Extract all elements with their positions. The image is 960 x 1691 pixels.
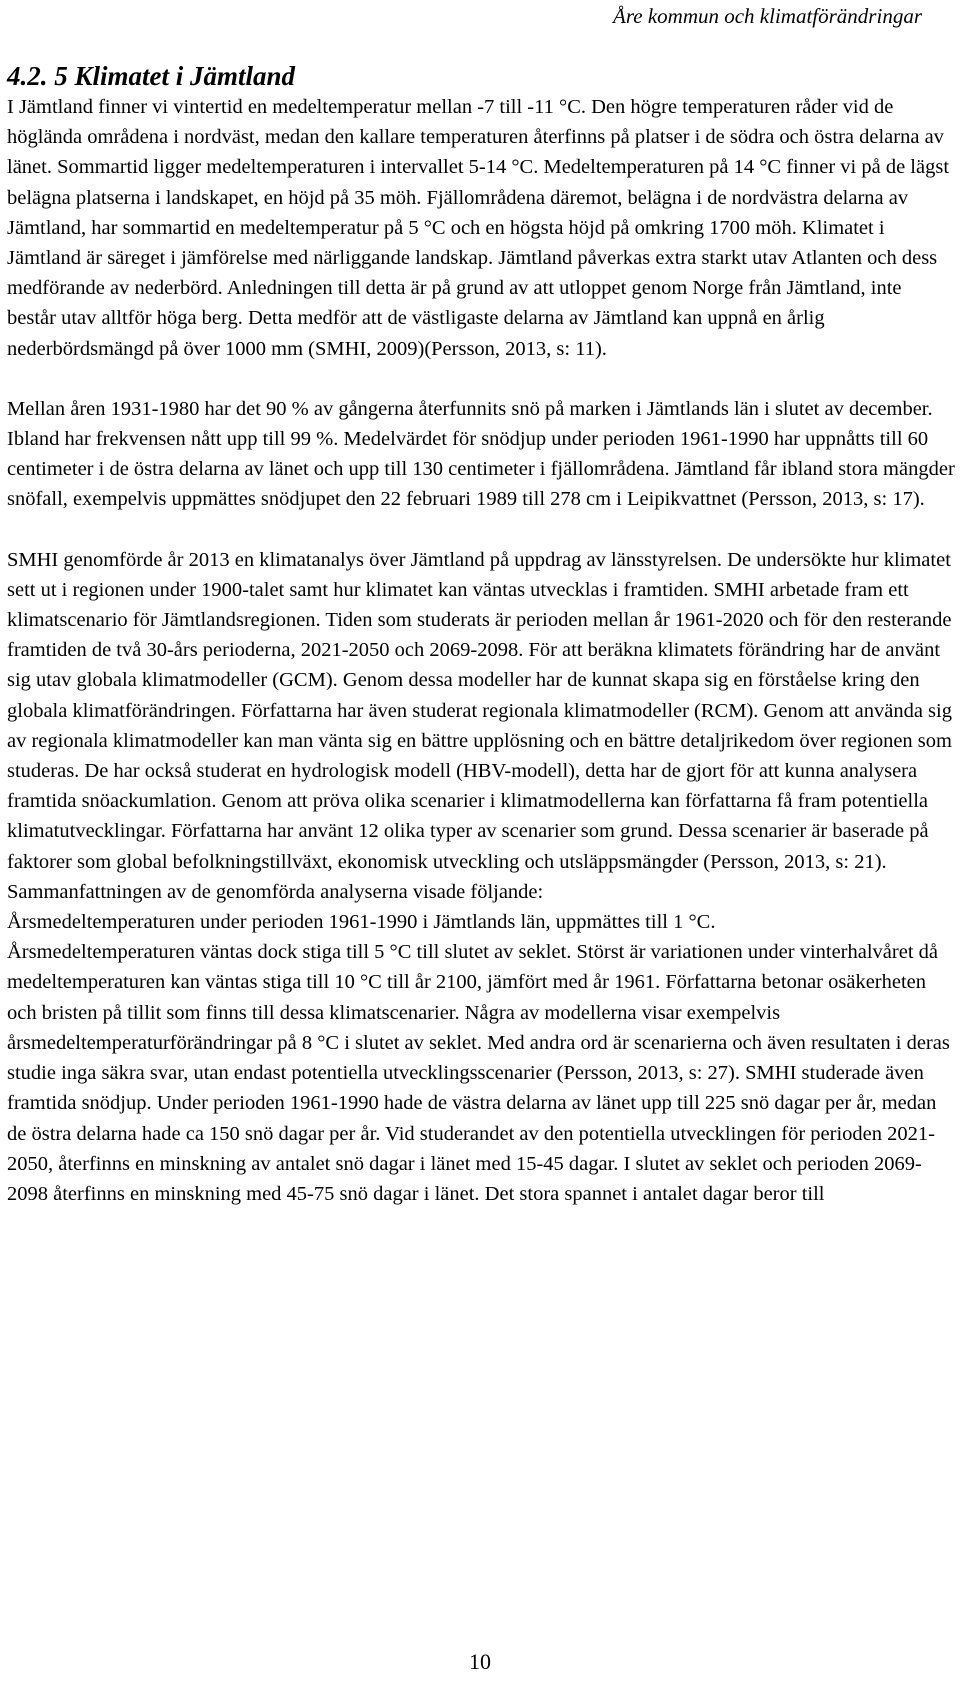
- running-header: Åre kommun och klimatförändringar: [613, 4, 922, 28]
- paragraph-summary-intro: Sammanfattningen av de genomförda analyserna visade följande:: [7, 880, 544, 903]
- paragraph-smhi-analysis: SMHI genomförde år 2013 en klimatanalys över Jämtland på uppdrag av länsstyrelsen. De undersökte hur klimatet sett ut i regionen under 1900-talet samt hur klimatet kan väntas utvecklas i framtiden. SMHI arbetade fram ett klimatscenario för Jämtlandsregionen. Tiden som studerats är perioden mellan år 1961-2020 och för den resterande framtiden de två 30-års perioderna, 2021-2050 och 2069-2098. För att beräkna klimatets förändring har de använt sig utav globala klimatmodeller (GCM). Genom dessa modeller har de kunnat skapa sig en förståelse kring den globala klimatförändringen. Författarna har även studerat regionala klimatmodeller (RCM). Genom att använda sig av regionala klimatmodeller kan man vänta sig en bättre upplösning och en bättre detaljrikedom över regionen som studeras. De har också studerat en hydrologisk modell (HBV-modell), detta har de gjort för att kunna analysera framtida snöackumlation. Genom att pröva olika scenarier i klimatmodellerna kan författarna få fram potentiella klimatutvecklingar. Författarna har använt 12 olika typer av scenarier som grund. Dessa scenarier är baserade på faktorer som global befolkningstillväxt, ekonomisk utveckling och utsläppsmängder (Persson, 2013, s: 21).: [7, 548, 952, 873]
- paragraph-future-projection: Årsmedeltemperaturen väntas dock stiga till 5 °C till slutet av seklet. Störst är variationen under vinterhalvåret då medeltemperaturen kan väntas stiga till 10 °C till år 2100, jämfört med år 1961. Författarna betonar osäkerheten och bristen på tillit som finns till dessa klimatscenarier. Några av modellerna visar exempelvis årsmedeltemperaturförändringar på 8 °C i slutet av seklet. Med andra ord är scenarierna och även resultaten i deras studie inga säkra svar, utan endast potentiella utvecklingsscenarier (Persson, 2013, s: 27). SMHI studerade även framtida snödjup. Under perioden 1961-1990 hade de västra delarna av länet upp till 225 snö dagar per år, medan de östra delarna hade ca 150 snö dagar per år. Vid studerandet av den potentiella utvecklingen för perioden 2021-2050, återfinns en minskning av antalet snö dagar i länet med 15-45 dagar. I slutet av seklet och perioden 2069-2098 återfinns en minskning med 45-75 snö dagar i länet. Det stora spannet i antalet dagar beror till: [7, 941, 950, 1205]
- paragraph-climate-overview: I Jämtland finner vi vintertid en medeltemperatur mellan -7 till -11 °C. Den högre temperaturen råder vid de höglända områdena i nordväst, medan den kallare temperaturen återfinns på platser i de södra och östra delarna av länet. Sommartid ligger medeltemperaturen i intervallet 5-14 °C. Medeltemperaturen på 14 °C finner vi på de lägst belägna platserna i landskapet, en höjd på 35 möh. Fjällområdena däremot, belägna i de nordvästra delarna av Jämtland, har sommartid en medeltemperatur på 5 °C och en högsta höjd på omkring 1700 möh. Klimatet i Jämtland är säreget i jämförelse med närliggande landskap. Jämtland påverkas extra starkt utav Atlanten och dess medförande av nederbörd. Anledningen till detta är på grund av att utloppet genom Norge från Jämtland, inte består utav alltför höga berg. Detta medför att de västligaste delarna av Jämtland kan uppnå en årlig nederbördsmängd på över 1000 mm (SMHI, 2009)(Persson, 2013, s: 11).: [7, 96, 950, 360]
- page-content: [7, 60, 955, 1209]
- page-number: 10: [469, 1649, 491, 1674]
- section-heading: 4.2. 5 Klimatet i Jämtland: [7, 61, 296, 91]
- paragraph-snow-cover: Mellan åren 1931-1980 har det 90 % av gångerna återfunnits snö på marken i Jämtlands län i slutet av december. Ibland har frekvensen nått upp till 99 %. Medelvärdet för snödjup under perioden 1961-1990 har uppnåtts till 60 centimeter i de östra delarna av länet och upp till 130 centimeter i fjällområdena. Jämtland får ibland stora mängder snöfall, exempelvis uppmättes snödjupet den 22 februari 1989 till 278 cm i Leipikvattnet (Persson, 2013, s: 17).: [7, 397, 955, 511]
- paragraph-annual-mean: Årsmedeltemperaturen under perioden 1961-1990 i Jämtlands län, uppmättes till 1 °C.: [7, 911, 716, 934]
